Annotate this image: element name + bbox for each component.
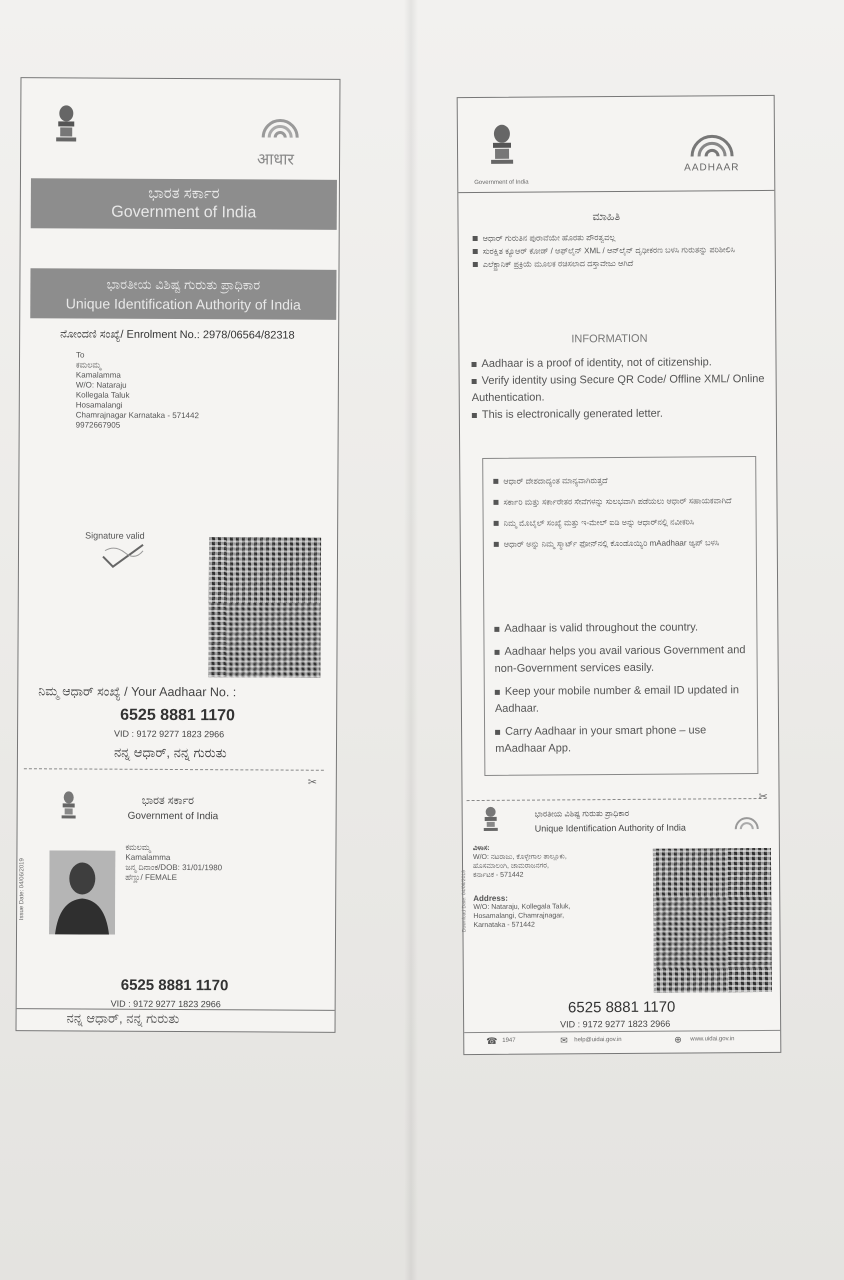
back-address-kannada-line: ಹೊಸಮಾಲಂಗಿ, ಚಾಮರಾಜನಗರ,: [473, 862, 549, 871]
aadhaar-logo-text: AADHAAR: [684, 162, 740, 174]
box-info-item: Aadhaar helps you avail various Government and non-Government services easily.: [494, 644, 746, 675]
address-line: ಕಮಲಮ್ಮ: [75, 360, 102, 370]
address-line: 9972667905: [75, 420, 121, 430]
front-vid: VID : 9172 9277 1823 2966: [110, 998, 221, 1010]
aadhaar-logo-icon: [257, 113, 303, 139]
emblem-icon: [53, 104, 79, 146]
back-address-line: W/O: Nataraju, Kollegala Taluk,: [473, 903, 571, 912]
back-address-line: Karnataka - 571442: [473, 921, 535, 930]
page-fold: [404, 0, 418, 1280]
back-address: [473, 893, 570, 930]
address-line: W/O: Nataraju: [75, 380, 127, 390]
back-aadhaar-number: 6525 8881 1170: [567, 998, 676, 1017]
signature-valid-label: Signature valid: [85, 530, 145, 541]
front-dob: ಜನ್ಮ ದಿನಾಂಕ/DOB: 31/01/1980: [125, 862, 223, 873]
front-tagline: ನನ್ನ ಆಧಾರ್, ನನ್ನ ಗುರುತು: [66, 1010, 180, 1027]
info-box: [482, 456, 758, 776]
box-kannada-item: ಆಧಾರ್ ಅನ್ನು ನಿಮ್ಮ ಸ್ಮಾರ್ಟ್ ಫೋನ್‌ನಲ್ಲಿ ಕೊಂಡೊಯ್ಯಿರಿ mAadhaar ಆ್ಯಪ್ ಬಳಸಿ: [494, 536, 744, 551]
holder-photo: [49, 850, 115, 934]
aadhaar-letter-right: [457, 95, 782, 1055]
info-list: [471, 354, 767, 424]
tagline: ನನ್ನ ಆಧಾರ್, ನನ್ನ ಗುರುತು: [113, 744, 227, 761]
enrolment-number: ನೋಂದಣಿ ಸಂಖ್ಯೆ/ Enrolment No.: 2978/06564/82318: [60, 328, 295, 342]
aadhaar-logo-icon: [686, 126, 738, 158]
address-line: Kamalamma: [75, 370, 121, 380]
footer-bar: [464, 1030, 780, 1033]
kannada-info-item: ಆಧಾರ್ ಗುರುತಿನ ಪುರಾವೆಯೇ ಹೊರತು ಪೌರತ್ವವಲ್ಲ: [473, 230, 753, 245]
box-kannada-item: ಸರ್ಕಾರಿ ಮತ್ತು ಸರ್ಕಾರೇತರ ಸೇವೆಗಳನ್ನು ಸುಲಭವಾಗಿ ಪಡೆಯಲು ಆಧಾರ್ ಸಹಾಯಕವಾಗಿದೆ: [493, 494, 743, 509]
kannada-info-item: ಸುರಕ್ಷಿತ ಕ್ಯೂಆರ್ ಕೋಡ್ / ಆಫ್‌ಲೈನ್ XML / ಆನ್‌ಲೈನ್ ದೃಢೀಕರಣ ಬಳಸಿ ಗುರುತನ್ನು ಪರಿಶೀಲಿಸಿ: [473, 243, 753, 258]
box-kannada-item: ನಿಮ್ಮ ಮೊಬೈಲ್ ಸಂಖ್ಯೆ ಮತ್ತು ಇ-ಮೇಲ್ ಐಡಿ ಅನ್ನು ಆಧಾರ್‌ನಲ್ಲಿ ನವೀಕರಿಸಿ: [494, 515, 744, 530]
header-divider: [458, 190, 774, 193]
back-address-kannada-line: W/O: ನಟರಾಜು, ಕೊಳ್ಳೇಗಾಲ ತಾಲ್ಲೂಕು,: [472, 853, 567, 862]
address-line: Chamrajnagar Karnataka - 571442: [75, 410, 199, 421]
front-emblem-icon: [60, 790, 78, 820]
phone-icon: ☎: [486, 1035, 498, 1046]
aadhaar-logo-text: आधार: [257, 151, 295, 169]
box-kannada-list: [493, 473, 744, 551]
box-info-item: Keep your mobile number & email ID updated in Aadhaar.: [494, 684, 740, 715]
globe-icon: ⊕: [674, 1034, 682, 1045]
aadhaar-letter-left: [16, 77, 341, 1033]
gov-english: Government of India: [111, 203, 257, 222]
box-info-item: Aadhaar is valid throughout the country.: [494, 619, 750, 638]
front-gov-kannada: ಭಾರತ ಸರ್ಕಾರ: [141, 794, 195, 808]
front-name-kannada: ಕಮಲಮ್ಮ: [125, 842, 151, 852]
uidai-english: Unique Identification Authority of India: [65, 295, 301, 313]
front-gender: ಹೆಣ್ಣು/ FEMALE: [125, 872, 178, 882]
cut-line: [467, 798, 767, 801]
gov-kannada: ಭಾರತ ಸರ್ಕಾರ: [148, 184, 220, 203]
signature-check-icon: [99, 543, 147, 569]
scissors-icon: ✂: [758, 790, 768, 804]
address-block: [76, 350, 200, 431]
uidai-kannada: ಭಾರತೀಯ ವಿಶಿಷ್ಟ ಗುರುತು ಪ್ರಾಧಿಕಾರ: [106, 276, 261, 293]
back-uidai-kannada: ಭಾರತೀಯ ವಿಶಿಷ್ಟ ಗುರುತು ಪ್ರಾಧಿಕಾರ: [534, 808, 630, 819]
front-name: Kamalamma: [125, 852, 171, 862]
footer-web: www.uidai.gov.in: [690, 1036, 735, 1043]
side-download-date: Download Date: 04/06/2019: [461, 870, 468, 933]
box-kannada-item: ಆಧಾರ್ ದೇಶದಾದ್ಯಂತ ಮಾನ್ಯವಾಗಿರುತ್ತದೆ: [493, 473, 743, 488]
back-uidai-english: Unique Identification Authority of India: [534, 822, 686, 834]
back-emblem-icon: [483, 806, 499, 832]
info-title: INFORMATION: [571, 332, 648, 346]
back-address-kannada: [473, 843, 567, 880]
footer-phone: 1947: [502, 1037, 516, 1044]
government-band: [31, 178, 337, 230]
front-details: [125, 843, 222, 884]
qr-code[interactable]: [208, 537, 321, 678]
address-line: Kollegala Taluk: [75, 390, 130, 400]
aadhaar-number: 6525 8881 1170: [120, 706, 236, 725]
footer-email: help@uidai.gov.in: [574, 1036, 622, 1044]
info-title-kannada: ಮಾಹಿತಿ: [592, 210, 621, 224]
kannada-info-item: ಎಲೆಕ್ಟ್ರಾನಿಕ್ ಪ್ರಕ್ರಿಯೆ ಮೂಲಕ ರಚಿಸಲಾದ ದಸ್ತಾವೇಜು ಆಗಿದೆ: [473, 256, 753, 271]
emblem-icon: [488, 124, 516, 170]
back-address-line: Hosamalangi, Chamrajnagar,: [473, 912, 565, 921]
aadhaar-number-label: ನಿಮ್ಮ ಆಧಾರ್ ಸಂಖ್ಯೆ / Your Aadhaar No. :: [38, 684, 237, 700]
back-aadhaar-logo-icon: [733, 812, 761, 830]
back-vid: VID : 9172 9277 1823 2966: [560, 1018, 671, 1030]
back-address-kannada-line: ಕರ್ನಾಟಕ - 571442: [473, 871, 524, 880]
info-item: Aadhaar is a proof of identity, not of citizenship.: [471, 354, 767, 373]
mail-icon: ✉: [560, 1035, 568, 1046]
address-line: Hosamalangi: [75, 400, 123, 410]
kannada-info-list: [473, 230, 753, 271]
scissors-icon: ✂: [307, 776, 318, 789]
info-item: Verify identity using Secure QR Code/ Offline XML/ Online Authentication.: [471, 372, 765, 405]
uidai-band: [30, 268, 336, 320]
info-item: This is electronically generated letter.: [472, 405, 768, 424]
back-address-kannada-label: ವಿಳಾಸ:: [472, 844, 490, 853]
address-line: To: [76, 350, 85, 360]
gov-caption: Government of India: [474, 179, 529, 187]
vid-number: VID : 9172 9277 1823 2966: [114, 728, 225, 740]
issue-date-vertical: Issue Date: 04/06/2019: [19, 858, 26, 921]
back-qr-code[interactable]: [653, 848, 772, 993]
cut-line: [24, 768, 324, 771]
front-gov-english: Government of India: [127, 810, 219, 823]
box-info-item: Carry Aadhaar in your smart phone – use mAadhaar App.: [495, 724, 707, 755]
back-address-label: Address:: [473, 893, 508, 904]
box-info-list: [494, 619, 751, 758]
front-aadhaar-number: 6525 8881 1170: [120, 976, 229, 995]
